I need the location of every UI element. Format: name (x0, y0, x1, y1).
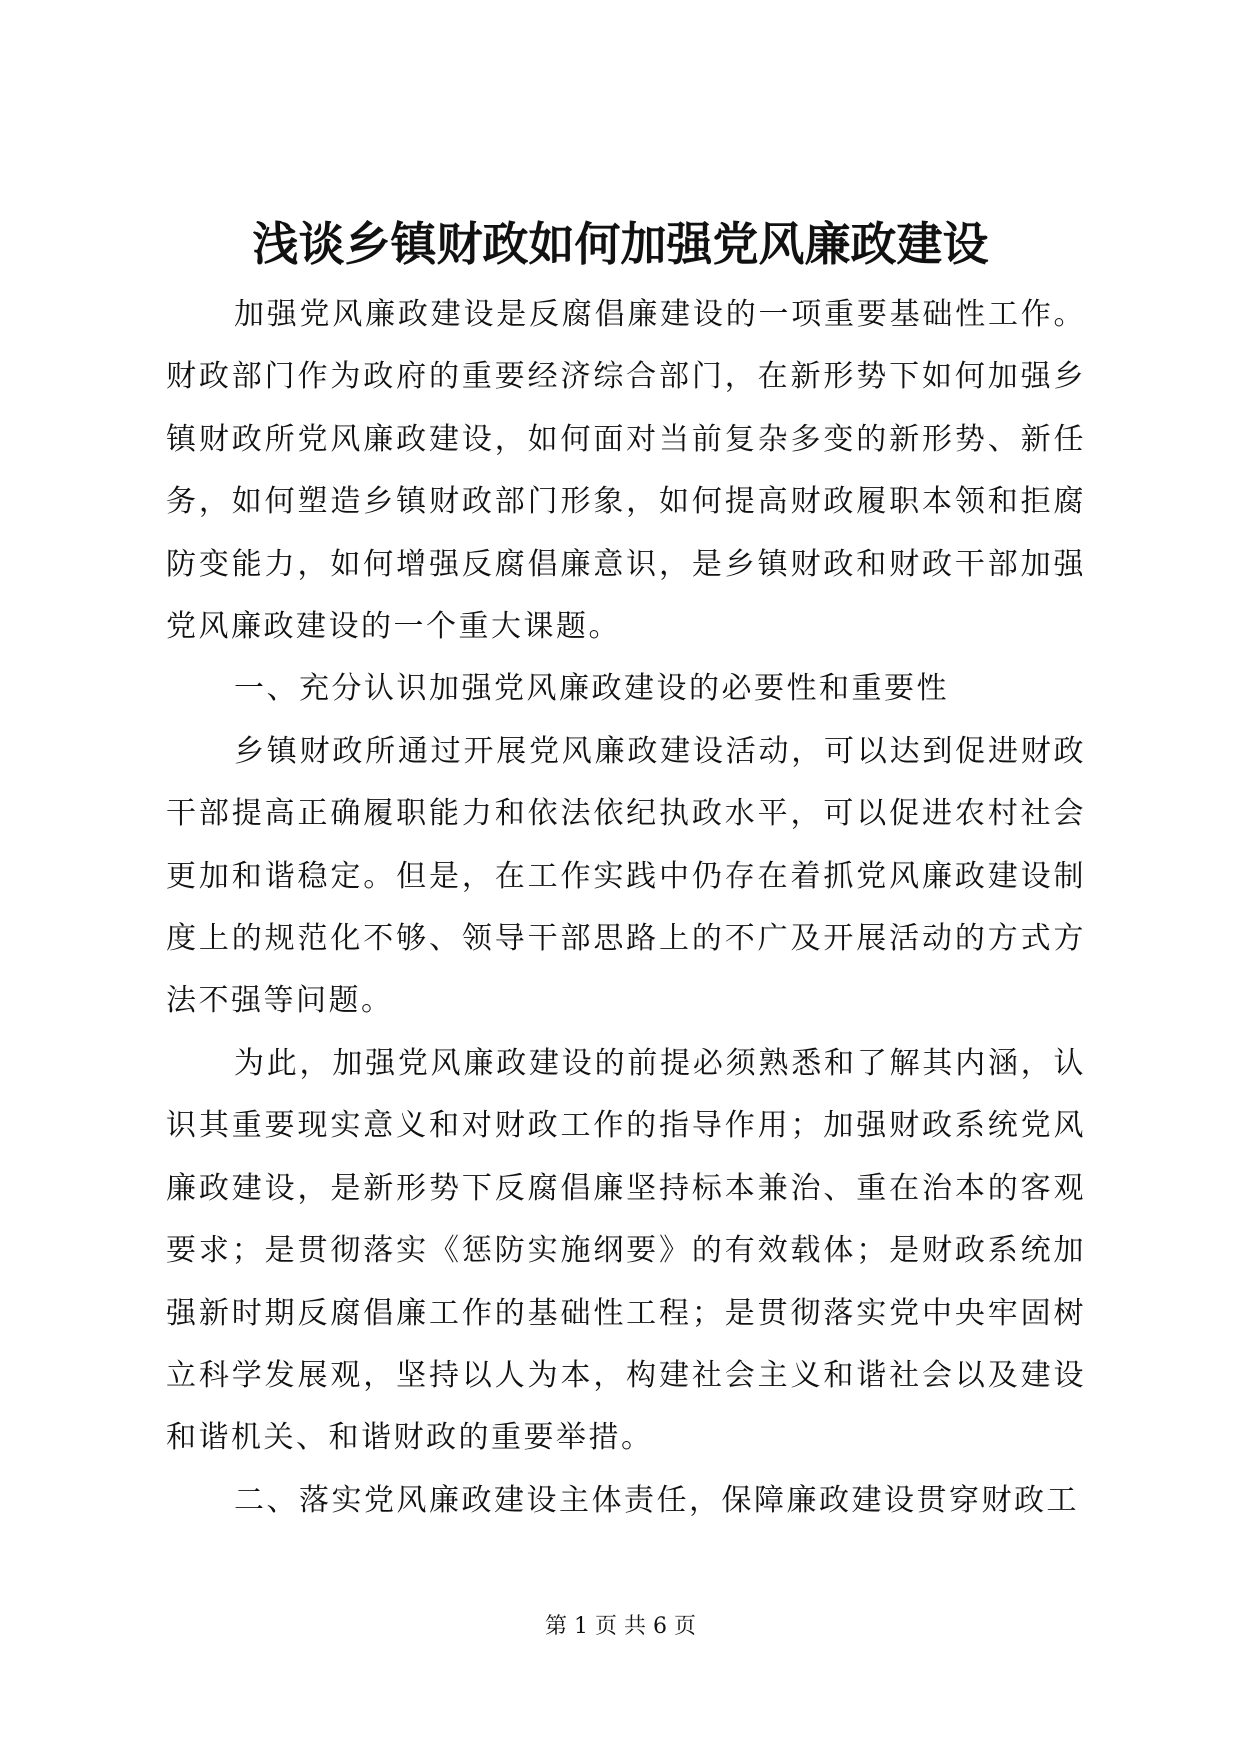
paragraph-section-1-continued: 为此，加强党风廉政建设的前提必须熟悉和了解其内涵，认识其重要现实意义和对财政工作的指导作用；加强财政系统党风廉政建设，是新形势下反腐倡廉坚持标本兼治、重在治本的客观要求；是贯彻落实《惩防实施纲要》的有效载体；是财政系统加强新时期反腐倡廉工作的基础性工程；是贯彻落实党中央牢固树立科学发展观，坚持以人为本，构建社会主义和谐社会以及建设和谐机关、和谐财政的重要举措。 (166, 1045, 1086, 1456)
document-title: 浅谈乡镇财政如何加强党风廉政建设 (252, 217, 989, 271)
paragraph-section-1: 乡镇财政所通过开展党风廉政建设活动，可以达到促进财政干部提高正确履职能力和依法依纪执政水平，可以促进农村社会更加和谐稳定。但是，在工作实践中仍存在着抓党风廉政建设制度上的规范化不够、领导干部思路上的不广及开展活动的方式方法不强等问题。 (166, 733, 1086, 1019)
section-heading-1: 一、充分认识加强党风廉政建设的必要性和重要性 (234, 671, 949, 707)
paragraph-intro: 加强党风廉政建设是反腐倡廉建设的一项重要基础性工作。财政部门作为政府的重要经济综合部门，在新形势下如何加强乡镇财政所党风廉政建设，如何面对当前复杂多变的新形势、新任务，如何塑造乡镇财政部门形象，如何提高财政履职本领和拒腐防变能力，如何增强反腐倡廉意识，是乡镇财政和财政干部加强党风廉政建设的一个重大课题。 (166, 297, 1086, 645)
document-body (166, 284, 1086, 1532)
page-footer: 第 1 页 共 6 页 (545, 1614, 696, 1639)
section-heading-2: 二、落实党风廉政建设主体责任，保障廉政建设贯穿财政工 (234, 1482, 1079, 1518)
